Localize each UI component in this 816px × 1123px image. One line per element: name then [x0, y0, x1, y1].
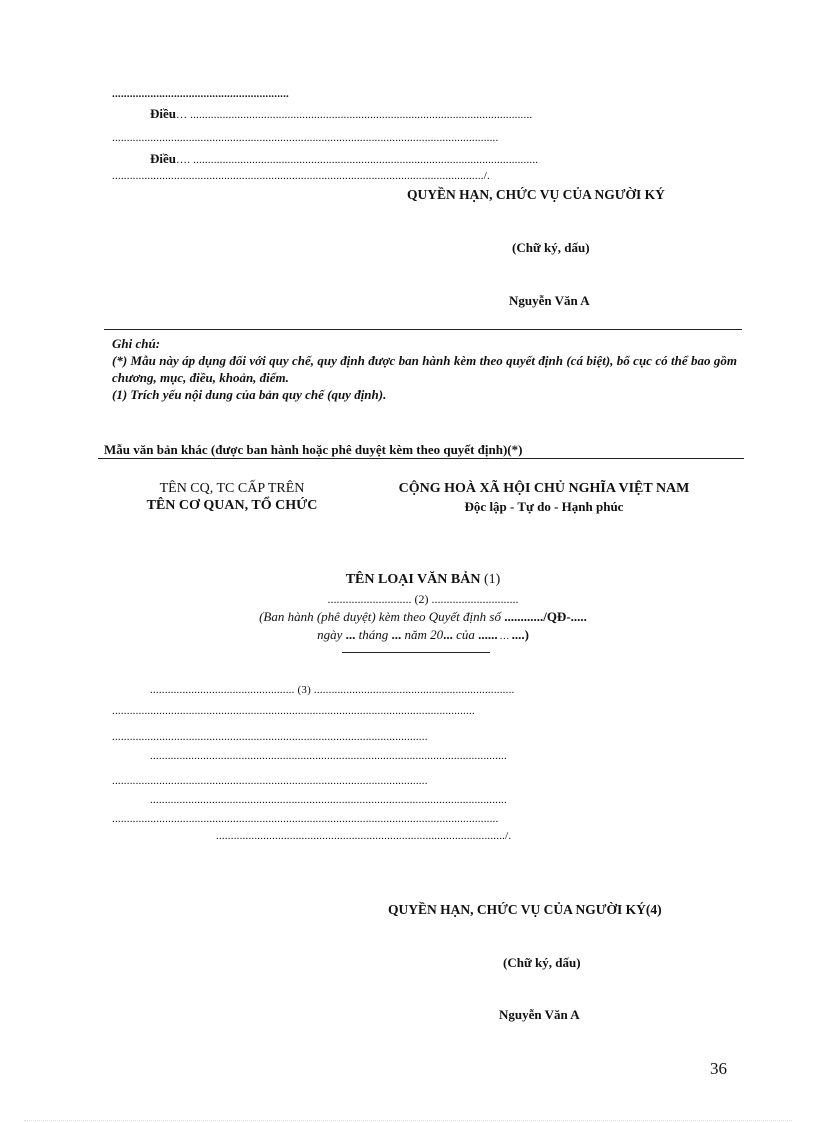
body-line-6: .........................................................................................................................	[150, 794, 507, 806]
doc-issued-line	[160, 609, 686, 625]
date-prefix: ngày	[317, 627, 346, 642]
article-2-line	[150, 151, 538, 167]
body-line-1: ................................................. (3) ....................................................................	[150, 684, 515, 696]
signature-note: (Chữ ký, dấu)	[512, 240, 590, 255]
date-end: ....)	[511, 627, 529, 642]
date-month-label: tháng	[355, 627, 392, 642]
body-line-4: .........................................................................................................................	[150, 750, 507, 762]
decision-number: ............/QĐ-.....	[504, 609, 587, 624]
body-line-8: ................................................................................................../.	[216, 830, 512, 842]
form-title: Mẫu văn bản khác (được ban hành hoặc phê duyệt kèm theo quyết định)(*)	[104, 442, 523, 457]
date-year: ...	[443, 627, 453, 642]
doc-type-label: TÊN LOẠI VĂN BẢN	[345, 572, 481, 587]
body-line-3: ...........................................................................................................	[112, 731, 428, 743]
notes-heading: Ghi chú:	[112, 336, 161, 351]
date-of-label: của	[452, 627, 479, 642]
notes-line-1: (*) Mẫu này áp dụng đối với quy chế, quy định được ban hành kèm theo quyết định (cá biệt), bố cục có thể bao gồm chương, mục, điều, khoản, điểm.	[112, 353, 737, 385]
article-label: Điều	[150, 106, 176, 121]
org-parent: TÊN CQ, TC CẤP TRÊN	[159, 481, 305, 496]
date-issuer-ellipsis: …	[497, 631, 512, 642]
signer-title: QUYỀN HẠN, CHỨC VỤ CỦA NGƯỜI KÝ	[407, 187, 665, 202]
doc-subject-line: ............................ (2) .............................	[327, 592, 519, 606]
doc-issued-prefix: (Ban hành (phê duyệt) kèm theo Quyết định số	[259, 609, 505, 624]
form-title-underline	[98, 458, 744, 459]
page-number: 36	[710, 1059, 727, 1078]
bottom-signature-note: (Chữ ký, dấu)	[503, 955, 581, 970]
dotted-fill: … ....................................................................................................................	[176, 109, 533, 121]
national-title: CỘNG HOÀ XÃ HỘI CHỦ NGHĨA VIỆT NAM	[398, 481, 690, 496]
bottom-signer-name: Nguyễn Văn A	[499, 1007, 580, 1022]
body-line-7: ...................................................................................................................................	[112, 813, 499, 825]
notes-line-2: (1) Trích yếu nội dung của bản quy chế (quy định).	[112, 387, 387, 402]
date-day: ...	[345, 627, 356, 642]
doc-type-ref: (1)	[480, 572, 501, 587]
date-year-label: năm 20	[401, 627, 444, 642]
date-issuer: ......	[478, 627, 498, 642]
article-1-line	[150, 106, 532, 122]
doc-date-line	[160, 627, 686, 643]
title-underline	[342, 652, 490, 653]
org-name: TÊN CƠ QUAN, TỔ CHỨC	[146, 498, 318, 513]
national-motto: Độc lập - Tự do - Hạnh phúc	[464, 499, 624, 514]
signer-name: Nguyễn Văn A	[509, 293, 590, 308]
bold-dotted-line: ............................................................	[112, 88, 289, 100]
doc-type	[200, 572, 646, 588]
notes-block	[112, 335, 737, 403]
notes-separator	[104, 329, 742, 330]
page-bottom-border	[24, 1120, 792, 1121]
date-month: ...	[391, 627, 402, 642]
article-label: Điều	[150, 151, 176, 166]
bottom-signer-title: QUYỀN HẠN, CHỨC VỤ CỦA NGƯỜI KÝ(4)	[388, 902, 662, 917]
body-line-5: ...........................................................................................................	[112, 775, 428, 787]
dotted-line-end: ............................................................................................................................../.	[112, 170, 490, 182]
body-line-2: ...........................................................................................................................	[112, 705, 475, 717]
dotted-fill: …. .....................................................................................................................	[176, 154, 539, 166]
dotted-line: ...................................................................................................................................	[112, 132, 499, 144]
